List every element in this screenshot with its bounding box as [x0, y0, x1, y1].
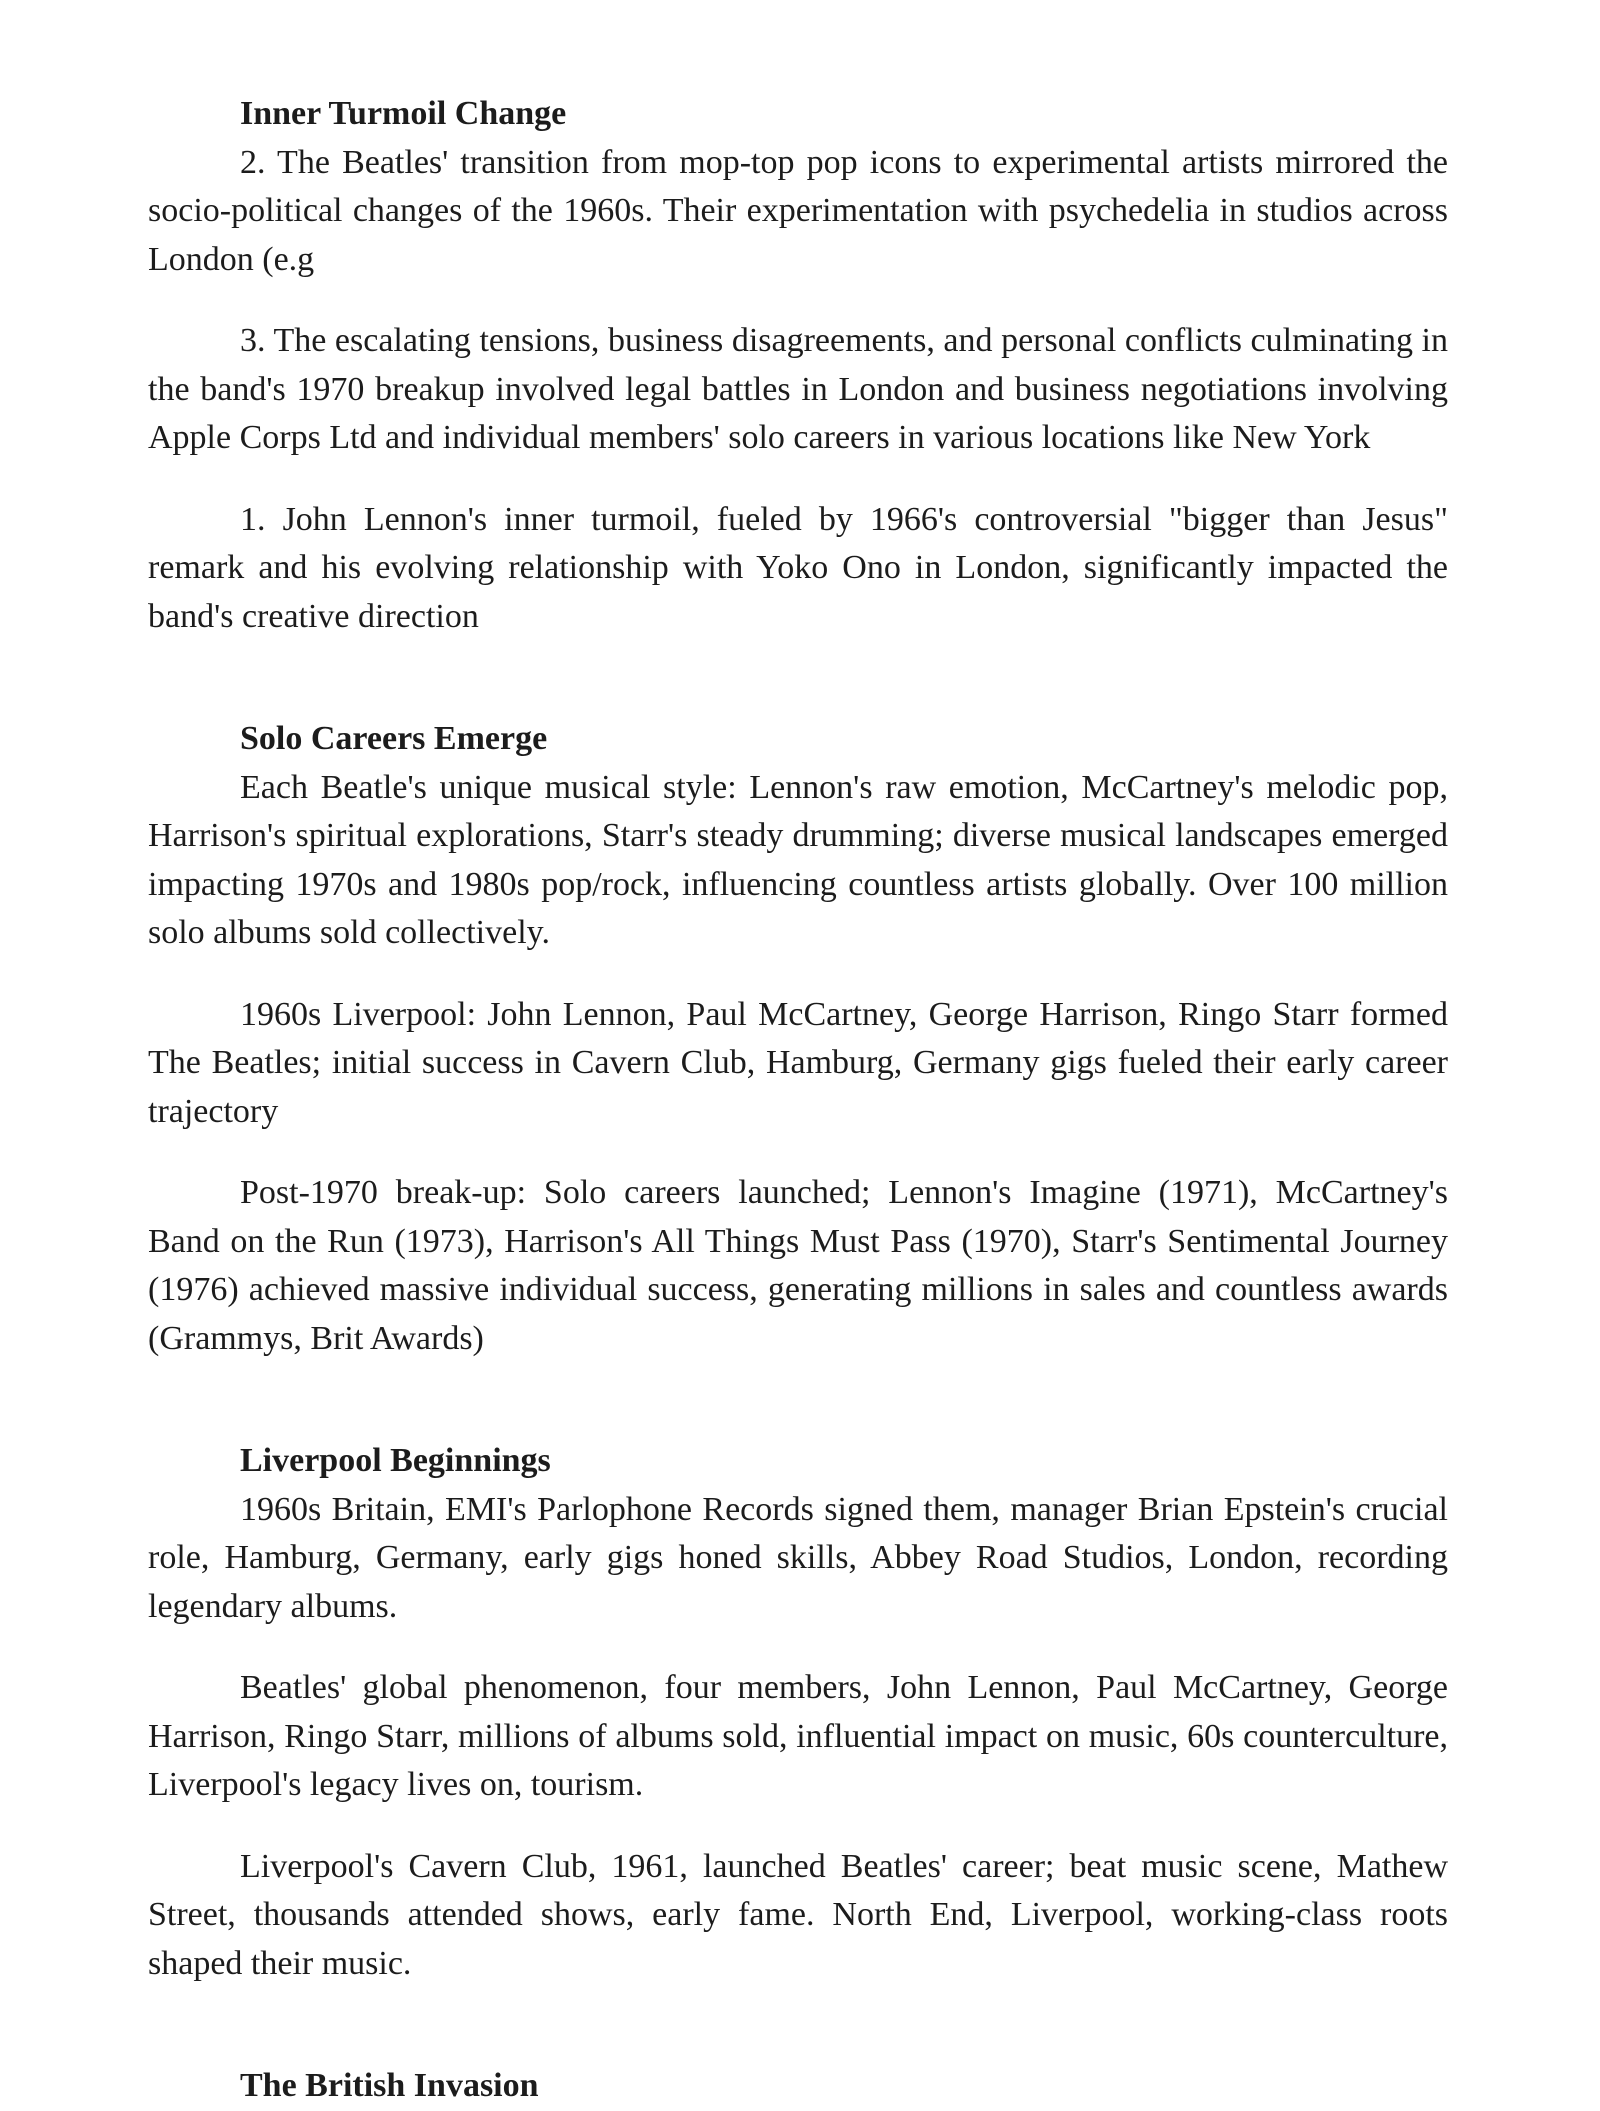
document-page — [148, 90, 1448, 2111]
paragraph: Beatles' global phenomenon, four members, John Lennon, Paul McCartney, George Harrison, Ringo Starr, millions of albums sold, influential impact on music, 60s counterculture, Liverpool's legacy lives on, tourism. — [148, 1669, 1448, 1803]
section-heading: Inner Turmoil Change — [240, 95, 567, 132]
paragraph: 3. The escalating tensions, business disagreements, and personal conflicts culminating in the band's 1970 breakup involved legal battles in London and business negotiations involving Apple Corps Ltd and individual members' solo careers in various locations like New York — [148, 322, 1448, 456]
paragraph: 1960s Britain, EMI's Parlophone Records signed them, manager Brian Epstein's crucial role, Hamburg, Germany, early gigs honed skills, Abbey Road Studios, London, recording legendary albums. — [148, 1490, 1448, 1625]
section-heading: The British Invasion — [240, 2067, 539, 2104]
section-solo-careers — [148, 715, 1448, 1363]
section-inner-turmoil — [148, 90, 1448, 641]
section-heading: Solo Careers Emerge — [240, 720, 548, 757]
paragraph: 2. The Beatles' transition from mop-top pop icons to experimental artists mirrored the socio-political changes of the 1960s. Their experimentation with psychedelia in studios across London (e.g — [148, 143, 1448, 278]
paragraph: Each Beatle's unique musical style: Lennon's raw emotion, McCartney's melodic pop, Harrison's spiritual explorations, Starr's steady drumming; diverse musical landscapes emerged impacting 1970s and 1980s pop/rock, influencing countless artists globally. Over 100 million solo albums sold collectively. — [148, 768, 1448, 951]
section-british-invasion — [148, 2062, 1448, 2111]
paragraph: 1. John Lennon's inner turmoil, fueled by 1966's controversial "bigger than Jesus" remark and his evolving relationship with Yoko Ono in London, significantly impacted the band's creative direction — [148, 500, 1448, 635]
section-liverpool-beginnings — [148, 1437, 1448, 1988]
paragraph: 1960s Liverpool: John Lennon, Paul McCartney, George Harrison, Ringo Starr formed The Beatles; initial success in Cavern Club, Hamburg, Germany gigs fueled their early career trajectory — [148, 995, 1448, 1130]
section-heading: Liverpool Beginnings — [240, 1442, 551, 1479]
paragraph: Liverpool's Cavern Club, 1961, launched Beatles' career; beat music scene, Mathew Street, thousands attended shows, early fame. North End, Liverpool, working-class roots shaped their music. — [148, 1847, 1448, 1982]
paragraph: Post-1970 break-up: Solo careers launched; Lennon's Imagine (1971), McCartney's Band on the Run (1973), Harrison's All Things Must Pass (1970), Starr's Sentimental Journey (1976) achieved massive individual success, generating millions in sales and countless awards (Grammys, Brit Awards) — [148, 1174, 1448, 1357]
